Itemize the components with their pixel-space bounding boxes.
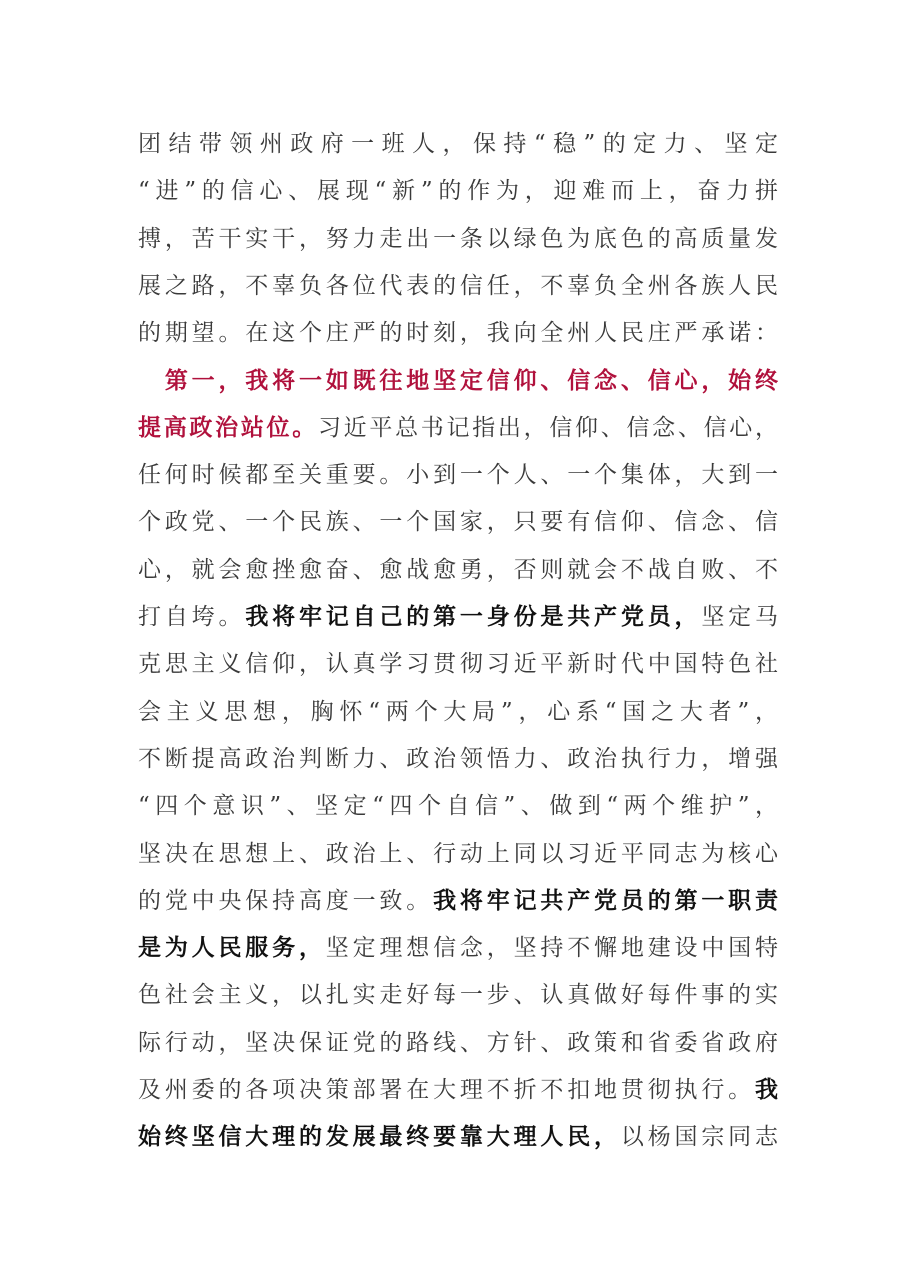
text-line xyxy=(138,883,778,919)
body-text: 的期望。在这个庄严的时刻，我向全州人民庄严承诺： xyxy=(138,320,778,347)
emphasis-text: 始终坚信大理的发展最终要靠大理人民， xyxy=(138,1123,621,1151)
text-line xyxy=(138,410,778,446)
body-text: 色社会主义，以扎实走好每一步、认真做好每件事的实 xyxy=(138,982,778,1009)
body-text: 搏，苦干实干，努力走出一条以绿色为底色的高质量发 xyxy=(138,225,778,252)
text-line xyxy=(138,1119,778,1155)
text-line xyxy=(138,646,778,682)
body-text: 克思主义信仰，认真学习贯彻习近平新时代中国特色社 xyxy=(138,651,778,678)
emphasis-text: 我 xyxy=(755,1076,778,1103)
body-text: “进”的信心、展现“新”的作为，迎难而上，奋力拼 xyxy=(138,178,778,205)
text-line xyxy=(138,1072,778,1108)
text-line xyxy=(138,126,778,162)
text-line xyxy=(138,694,778,730)
text-line xyxy=(138,1025,778,1061)
text-line xyxy=(138,977,778,1013)
text-line xyxy=(138,173,778,209)
body-text: 打自垮。 xyxy=(138,604,246,630)
text-line xyxy=(138,836,778,872)
body-text: 不断提高政治判断力、政治领悟力、政治执行力，增强 xyxy=(138,745,778,772)
text-line xyxy=(138,552,778,588)
text-line xyxy=(138,788,778,824)
body-text: 心，就会愈挫愈奋、愈战愈勇，否则就会不战自败、不 xyxy=(138,556,778,583)
text-line xyxy=(138,268,778,304)
body-text: 际行动，坚决保证党的路线、方针、政策和省委省政府 xyxy=(138,1029,778,1056)
emphasis-text: 是为人民服务， xyxy=(138,934,326,962)
text-line xyxy=(138,221,778,257)
body-text: “四个意识”、坚定“四个自信”、做到“两个维护”， xyxy=(138,793,778,820)
text-line xyxy=(138,457,778,493)
body-text: 坚定马 xyxy=(701,604,779,630)
emphasis-text: 我将牢记共产党员的第一职责 xyxy=(433,886,779,914)
body-text: 的党中央保持高度一致。 xyxy=(138,887,434,914)
text-line xyxy=(138,599,778,635)
emphasis-text: 我将牢记自己的第一身份是共产党员， xyxy=(245,603,702,630)
body-text: 团结带领州政府一班人，保持“稳”的定力、坚定 xyxy=(138,131,778,157)
body-text: 坚定理想信念，坚持不懈地建设中国特 xyxy=(325,935,779,962)
text-line xyxy=(138,930,778,966)
body-text: 以杨国宗同志 xyxy=(620,1124,779,1151)
body-text: 及州委的各项决策部署在大理不折不扣地贯彻执行。 xyxy=(138,1077,755,1103)
body-text: 展之路，不辜负各位代表的信任，不辜负全州各族人民 xyxy=(138,272,778,299)
body-text: 习近平总书记指出，信仰、信念、信心， xyxy=(317,414,779,441)
body-text: 坚决在思想上、政治上、行动上同以习近平同志为核心 xyxy=(138,840,778,867)
text-line xyxy=(138,315,778,351)
section-heading-text: 提高政治站位。 xyxy=(138,413,318,441)
text-line xyxy=(138,741,778,777)
body-text: 任何时候都至关重要。小到一个人、一个集体，大到一 xyxy=(138,462,778,489)
text-line xyxy=(138,363,778,399)
body-text: 会主义思想，胸怀“两个大局”，心系“国之大者”， xyxy=(138,698,778,725)
section-heading-text: 第一，我将一如既往地坚定信仰、信念、信心，始终 xyxy=(138,366,778,394)
body-text: 个政党、一个民族、一个国家，只要有信仰、信念、信 xyxy=(138,509,778,536)
text-line xyxy=(138,504,778,540)
